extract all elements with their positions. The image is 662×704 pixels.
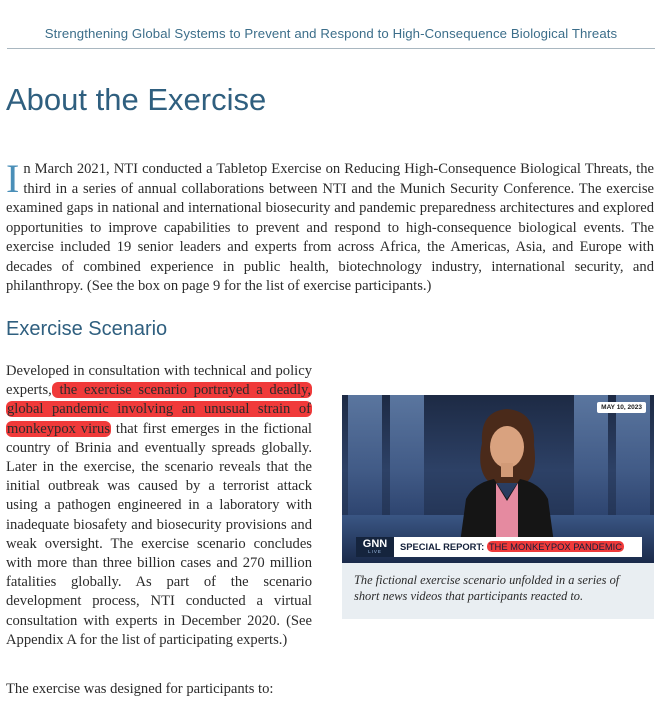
news-figure [342, 395, 654, 619]
studio-panel [574, 395, 608, 525]
studio-panel [616, 395, 650, 525]
date-badge: MAY 10, 2023 [597, 402, 646, 413]
figure-caption: The fictional exercise scenario unfolded in a series of short news videos that participants reacted to. [354, 573, 620, 603]
news-lower-third [356, 537, 642, 557]
special-report-banner [400, 541, 624, 552]
followup-paragraph: The exercise was designed for participants to: [6, 681, 274, 697]
running-title: Strengthening Global Systems to Prevent and Respond to High-Consequence Biological Threats [44, 26, 618, 41]
scenario-text-before: Developed in consultation with technical and policy experts, [6, 363, 312, 399]
intro-text: n March 2021, NTI conducted a Tabletop Exercise on Reducing High-Consequence Biological Threats, the third in a series of annual collaborations between NTI and the Munich Security Conference. The exercise examined gaps in national and international biosecurity and pandemic preparedness architectures and explored opportunities to improve capabilities to prevent and respond to high-consequence biological events. The exercise included 19 senior leaders and experts from across Africa, the Americas, Asia, and Europe with decades of combined experience in public health, biotechnology industry, international security, and philanthropy. (See the box on page 9 for the list of exercise participants.) [6, 161, 654, 294]
highlighted-text: the exercise scenario portrayed a deadly, global pandemic involving an unusual strain of monkeypox virus [7, 382, 311, 437]
subsection-heading: Exercise Scenario [6, 318, 168, 340]
drop-cap: I [6, 156, 20, 201]
report-topic: THE MONKEYPOX PANDEMIC [488, 541, 623, 552]
scenario-text-after: that first emerges in the fictional country of Brinia and eventually spreads globally. Later in the exercise, the scenario reveals that the initial outbreak was caused by a terrorist attack using a pathogen engineered in a laboratory with inadequate biosafety and biosecurity provisions and weak oversight. The exercise scenario concludes with more than three billion cases and 270 million fatalities globally. As part of the scenario development process, NTI conducted a virtual consultation with experts in December 2020. (See Appendix A for the list of participating experts.) [6, 420, 312, 648]
report-label: SPECIAL REPORT: [400, 541, 485, 552]
news-video-still [342, 395, 654, 563]
network-logo [356, 537, 394, 557]
live-label: LIVE [368, 549, 382, 554]
section-title: About the Exercise [6, 82, 267, 117]
page-header [0, 0, 662, 48]
network-logo-text: GNN [362, 538, 388, 550]
studio-panel [390, 395, 424, 525]
scenario-paragraph [6, 362, 312, 650]
intro-paragraph [6, 156, 654, 297]
news-anchor-image [452, 403, 562, 543]
header-divider [7, 48, 655, 49]
studio-panel [348, 395, 382, 525]
